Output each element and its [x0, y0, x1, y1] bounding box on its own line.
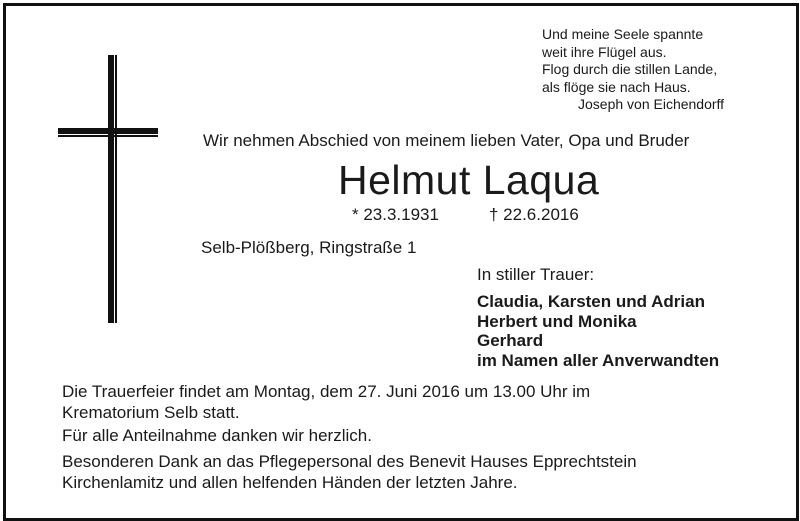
mourner-line: Claudia, Karsten und Adrian: [477, 292, 705, 311]
funeral-line: Krematorium Selb statt.: [62, 403, 240, 422]
mourner-line: Gerhard: [477, 331, 544, 350]
thanks-text: Für alle Anteilnahme danken wir herzlich.: [62, 426, 372, 445]
intro-text: Wir nehmen Abschied von meinem lieben Vater, Opa und Bruder: [203, 131, 690, 150]
mourner-line: Herbert und Monika: [477, 311, 637, 331]
special-thanks-line: Kirchenlamitz und allen helfenden Händen der letzten Jahre.: [62, 473, 518, 492]
mourner-line: im Namen aller Anverwandten: [477, 350, 720, 370]
mourners-list: [477, 292, 719, 370]
poem-line: als flöge sie nach Haus.: [542, 78, 691, 95]
funeral-line: Die Trauerfeier findet am Montag, dem 27. Juni 2016 um 13.00 Uhr im: [62, 382, 591, 401]
cross-icon: [58, 55, 158, 323]
special-thanks-line: Besonderen Dank an das Pflegepersonal des Benevit Hauses Epprechtstein: [62, 452, 637, 471]
poem-author: Joseph von Eichendorff: [578, 96, 725, 112]
mourning-intro: In stiller Trauer:: [477, 265, 595, 284]
address: Selb-Plößberg, Ringstraße 1: [201, 238, 417, 257]
poem-line: Und meine Seele spannte: [542, 26, 704, 42]
poem-line: Flog durch die stillen Lande,: [542, 61, 718, 77]
deceased-name: Helmut Laqua: [338, 157, 600, 203]
funeral-notice: [62, 381, 590, 423]
poem-line: weit ihre Flügel aus.: [542, 43, 667, 60]
poem: [542, 26, 724, 114]
death-date: † 22.6.2016: [489, 205, 579, 224]
birth-date: * 23.3.1931: [352, 205, 439, 224]
special-thanks: [62, 451, 637, 493]
